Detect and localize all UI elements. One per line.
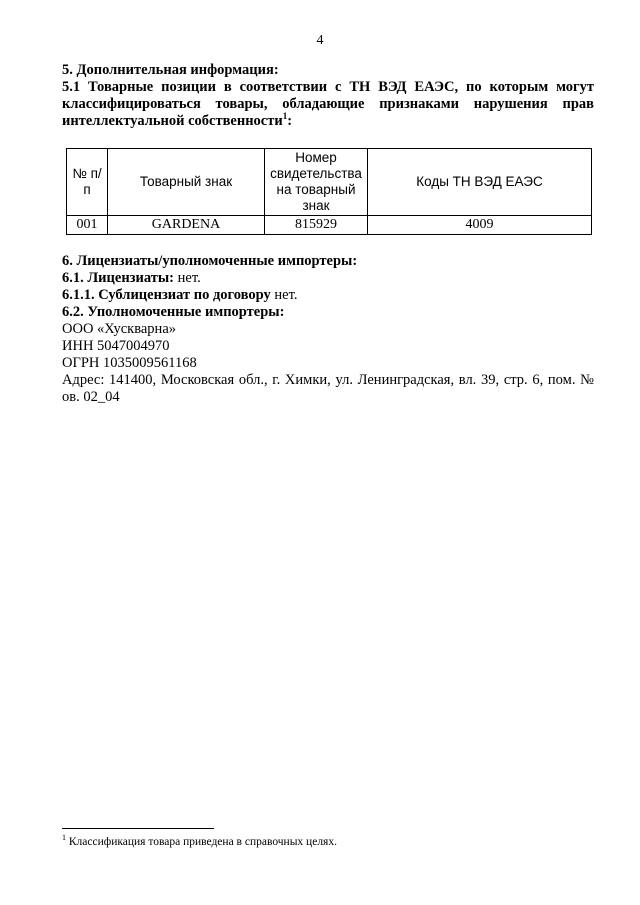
footnote-text: Классификация товара приведена в справочных целях. [66,836,337,848]
table-row [67,216,592,235]
licensees-line [62,270,594,287]
col-header-certificate: Номер свидетельства на товарный знак [265,149,368,216]
cell-tnved-code: 4009 [368,216,592,235]
sublicensee-label: 6.1.1. Сублицензиат по договору [62,287,271,303]
section-5-heading: 5. Дополнительная информация: [62,62,279,78]
document-body [62,62,594,406]
section-6-heading: 6. Лицензиаты/уполномоченные импортеры: [62,253,358,269]
footnote-reference: 1 [282,111,288,122]
cell-certificate: 815929 [265,216,368,235]
importer-inn: ИНН 5047004970 [62,338,170,354]
trademark-table [66,148,592,235]
col-header-tnved-codes: Коды ТН ВЭД ЕАЭС [368,149,592,216]
cell-number: 001 [67,216,108,235]
section-5-1-colon: : [287,113,293,129]
page-number: 4 [316,33,324,48]
licensees-label: 6.1. Лицензиаты: [62,270,175,286]
cell-trademark: GARDENA [108,216,265,235]
footnote-separator [62,828,214,829]
col-header-trademark: Товарный знак [108,149,265,216]
importer-name: ООО «Хускварна» [62,321,177,337]
footnote-mark: 1 [62,833,66,843]
importer-ogrn: ОГРН 1035009561168 [62,355,197,371]
col-header-number: № п/п [67,149,108,216]
importers-label: 6.2. Уполномоченные импортеры: [62,304,285,320]
section-5-1-heading [62,79,594,130]
sublicensee-line [62,287,594,304]
table-header-row [67,149,592,216]
sublicensee-value: нет. [270,287,298,303]
footnote [62,833,337,848]
section-5-1-text: 5.1 Товарные позиции в соответствии с ТН ВЭД ЕАЭС, по которым могут классифицироваться товары, обладающие признаками нарушения прав интеллектуальной собственности [62,79,594,129]
importer-address: Адрес: 141400, Московская обл., г. Химки, ул. Ленинградская, вл. 39, стр. 6, пом. № ов. 02_04 [62,372,594,405]
licensees-value: нет. [174,270,201,286]
